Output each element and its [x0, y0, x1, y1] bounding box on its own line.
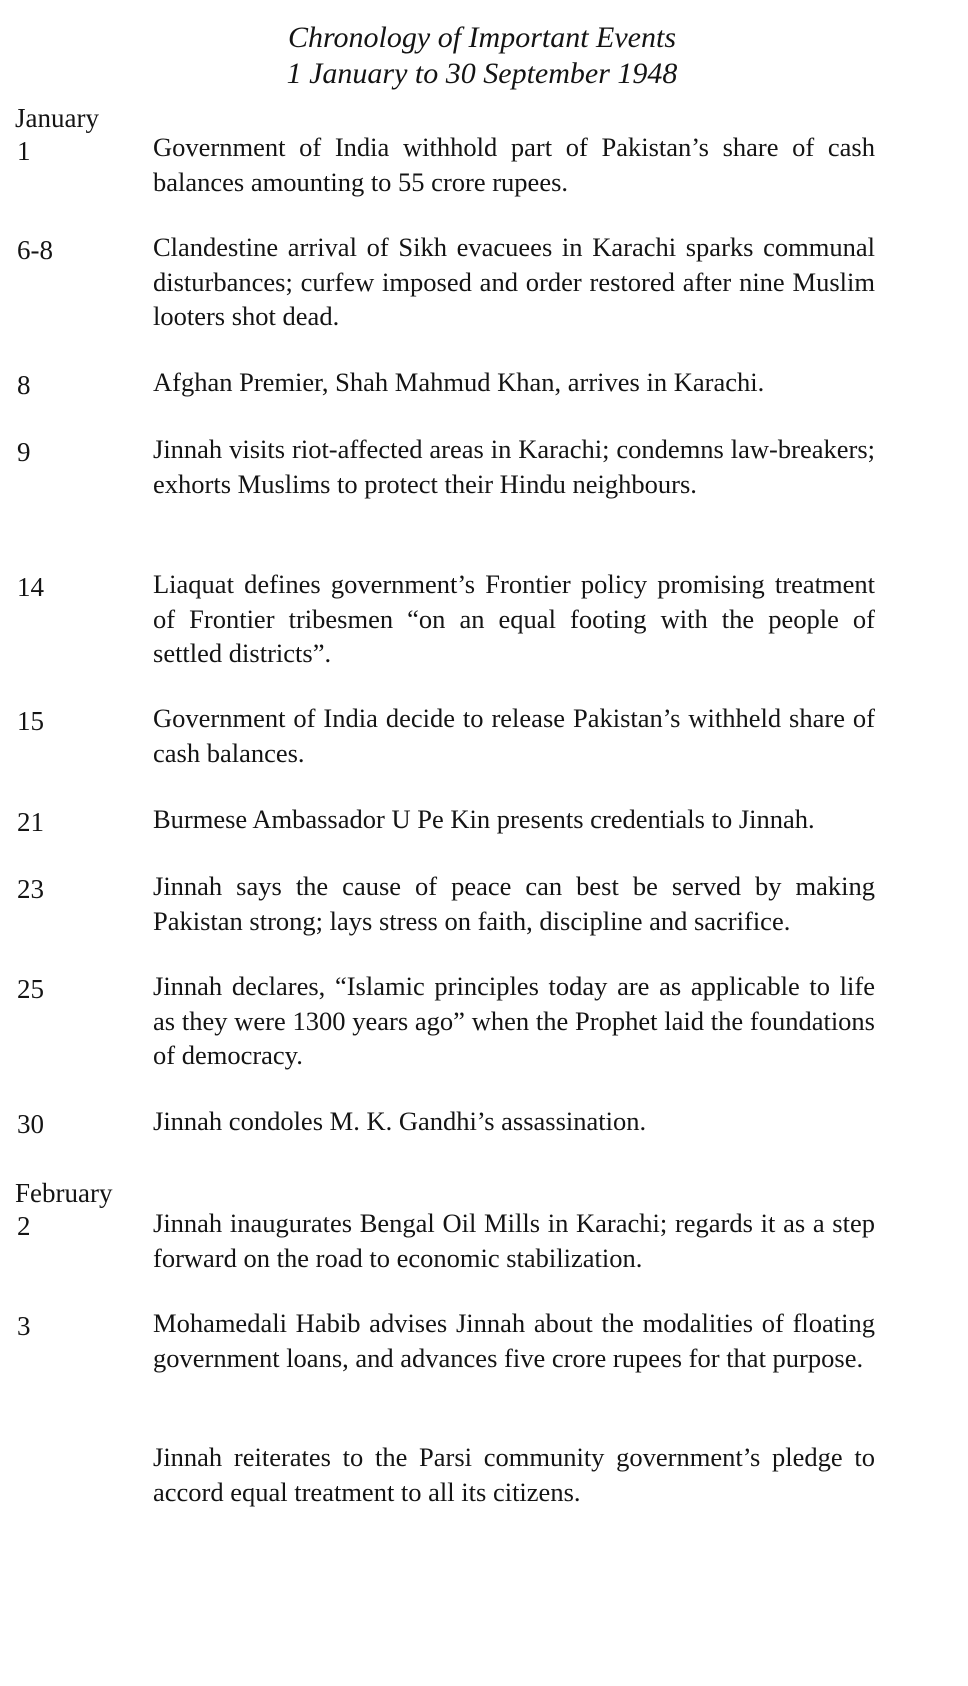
entry-date: 6-8	[17, 235, 53, 265]
entry-date: 30	[17, 1109, 44, 1139]
entry-text: Burmese Ambassador U Pe Kin presents credentials to Jinnah.	[153, 804, 815, 834]
page-subtitle: 1 January to 30 September 1948	[286, 57, 678, 90]
entry-text: Clandestine arrival of Sikh evacuees in Karachi sparks communal disturbances; curfew imposed and order restored after nine Muslim looters shot dead.	[153, 232, 875, 331]
entry-text: Government of India withhold part of Pakistan’s share of cash balances amounting to 55 crore rupees.	[153, 132, 875, 197]
entry-text: Jinnah declares, “Islamic principles today are as applicable to life as they were 1300 years ago” when the Prophet laid the foundations of democracy.	[153, 971, 875, 1070]
entry-text: Afghan Premier, Shah Mahmud Khan, arrives in Karachi.	[153, 367, 765, 397]
entry-date: 3	[17, 1311, 31, 1341]
entry-date: 8	[17, 370, 31, 400]
entry-date: 21	[17, 807, 44, 837]
page-title: Chronology of Important Events	[287, 21, 677, 54]
entry-text: Jinnah condoles M. K. Gandhi’s assassination.	[153, 1106, 647, 1136]
entry-text: Jinnah inaugurates Bengal Oil Mills in Karachi; regards it as a step forward on the road to economic stabilization.	[153, 1208, 875, 1273]
month-heading-february: February	[15, 1178, 113, 1208]
entry-date: 25	[17, 974, 44, 1004]
entry-text: Government of India decide to release Pakistan’s withheld share of cash balances.	[153, 703, 875, 768]
entry-text: Liaquat defines government’s Frontier policy promising treatment of Frontier tribesmen “on an equal footing with the people of settled districts”.	[153, 569, 875, 668]
entry-date: 15	[17, 706, 44, 736]
entry-date: 1	[17, 136, 31, 166]
entry-date: 2	[17, 1211, 31, 1241]
entry-text: Jinnah visits riot-affected areas in Karachi; condemns law-breakers; exhorts Muslims to protect their Hindu neighbours.	[153, 434, 875, 499]
entry-text: Jinnah reiterates to the Parsi community government’s pledge to accord equal treatment to all its citizens.	[153, 1442, 875, 1507]
entry-date: 23	[17, 874, 44, 904]
month-heading-january: January	[15, 103, 99, 133]
entry-date: 14	[17, 572, 44, 602]
entry-date: 9	[17, 437, 31, 467]
entry-text: Jinnah says the cause of peace can best be served by making Pakistan strong; lays stress on faith, discipline and sacrifice.	[153, 871, 875, 936]
entry-text: Mohamedali Habib advises Jinnah about the modalities of floating government loans, and advances five crore rupees for that purpose.	[153, 1308, 875, 1373]
